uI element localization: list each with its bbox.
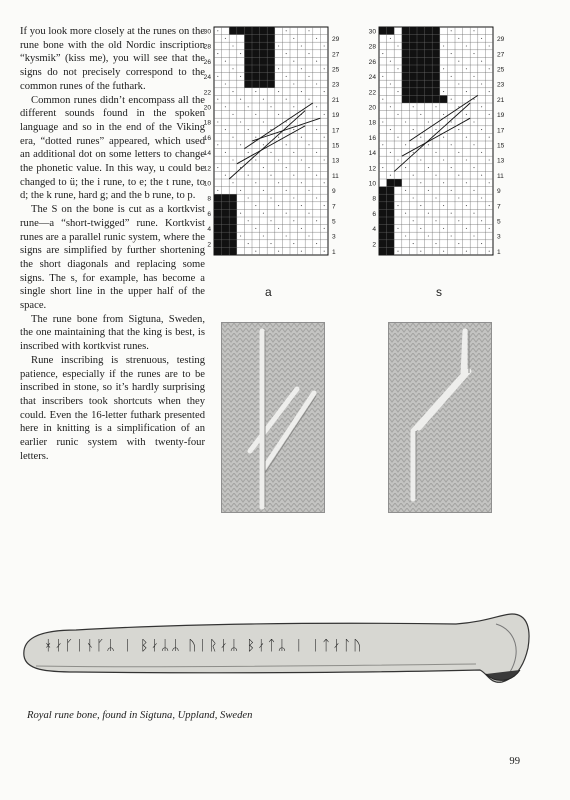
chart-s-row-number-right: 13 bbox=[497, 157, 505, 165]
chart-a-row-number-right: 27 bbox=[332, 51, 340, 59]
chart-s-row-number-left: 10 bbox=[368, 180, 376, 188]
chart-a-row-number-left: 10 bbox=[203, 180, 211, 188]
body-paragraph-4: The rune bone from Sigtuna, Sweden, the one maintaining that the king is best, is inscribed with kortkvist runes. bbox=[20, 313, 205, 353]
body-paragraph-2: Common runes didn’t encompass all the different sounds found in the spoken language and so in the end of the Viking era, “dotted runes” appeared, which used an additional dot on some letters to change the phonetic value. In this way, u could be changed to ü; the i rune, to e; the t rune, to d; the k rune, hard g; and the b rune, to p. bbox=[20, 94, 205, 202]
chart-a-row-number-right: 15 bbox=[332, 142, 340, 150]
knitted-sample-a-photo bbox=[221, 322, 325, 513]
chart-s-row-number-left: 12 bbox=[368, 165, 376, 173]
chart-s-row-number-left: 8 bbox=[372, 195, 376, 203]
chart-a-row-number-right: 29 bbox=[332, 36, 340, 44]
chart-s-row-number-right: 7 bbox=[497, 203, 501, 211]
chart-a-row-number-right: 21 bbox=[332, 96, 340, 104]
chart-a-row-number-right: 1 bbox=[332, 248, 336, 256]
chart-a-row-number-left: 18 bbox=[203, 119, 211, 127]
chart-a-row-number-right: 13 bbox=[332, 157, 340, 165]
chart-a-row-number-left: 28 bbox=[203, 43, 211, 51]
body-paragraph-1: If you look more closely at the runes on the rune bone with the old Nordic inscription “kysmik” (kiss me), you will see that the signs do not precisely correspond to the common runes of the futhark. bbox=[20, 26, 205, 92]
chart-a-row-number-right: 3 bbox=[332, 233, 336, 241]
chart-a-row-number-right: 25 bbox=[332, 66, 340, 74]
chart-s-row-number-right: 21 bbox=[497, 96, 505, 104]
rune-inscription: ᚼᛅᚴᛁᚾᚴᛦ ᛁ ᛒᛅᛦᛦ ᚢᛁᚱᛅᛦ ᛒᛅᛏᛦ ᛁ ᛁᛏᛅᛚᚢ bbox=[44, 638, 364, 654]
chart-s-row-number-left: 2 bbox=[372, 241, 376, 249]
chart-s-row-number-left: 4 bbox=[372, 226, 376, 234]
chart-s-row-number-right: 9 bbox=[497, 188, 501, 196]
chart-a-row-number-left: 2 bbox=[207, 241, 211, 249]
chart-s-row-number-left: 30 bbox=[368, 28, 376, 36]
figure-caption: Royal rune bone, found in Sigtuna, Uppland, Sweden bbox=[27, 710, 253, 721]
chart-a-row-number-left: 22 bbox=[203, 89, 211, 97]
chart-s-row-number-left: 20 bbox=[368, 104, 376, 112]
rune-bone-illustration bbox=[16, 600, 536, 695]
chart-s-row-number-right: 27 bbox=[497, 51, 505, 59]
chart-s-row-number-left: 6 bbox=[372, 210, 376, 218]
rune-bone-image bbox=[16, 600, 536, 690]
chart-s-row-number-left: 26 bbox=[368, 58, 376, 66]
chart-a bbox=[196, 22, 346, 264]
chart-a-row-number-left: 30 bbox=[203, 28, 211, 36]
chart-s-row-number-right: 15 bbox=[497, 142, 505, 150]
chart-a-row-number-right: 11 bbox=[332, 172, 339, 180]
chart-a-row-number-right: 17 bbox=[332, 127, 340, 135]
chart-a-row-number-left: 24 bbox=[203, 74, 211, 82]
chart-s-row-number-right: 3 bbox=[497, 233, 501, 241]
chart-a-row-number-left: 8 bbox=[207, 195, 211, 203]
body-paragraph-3: The S on the bone is cut as a kortkvist rune—a “short-twigged” rune. Kortkvist runes are a parallel runic system, where the signs are simplified by further shortening the short diagonals and replacing some signs. The s, for example, has become a single short line in the upper half of the space. bbox=[20, 204, 205, 312]
chart-s-row-number-right: 19 bbox=[497, 112, 505, 120]
chart-a-row-number-left: 4 bbox=[207, 226, 211, 234]
chart-s-row-number-left: 18 bbox=[368, 119, 376, 127]
chart-s-row-number-right: 25 bbox=[497, 66, 505, 74]
knitted-rune-a-image bbox=[222, 323, 324, 512]
body-text-column bbox=[20, 25, 205, 464]
chart-s-row-number-left: 14 bbox=[368, 150, 376, 158]
chart-s-row-number-left: 28 bbox=[368, 43, 376, 51]
body-paragraph-5: Rune inscribing is strenuous, testing patience, especially if the runes are to be inscribed in stone, so it’s hardly surprising that inscribers took shortcuts when they could. Even the 16-letter futhark presented here in knitting is a simplification of an earlier runic system with twenty-four letters. bbox=[20, 354, 205, 462]
chart-s-row-number-right: 11 bbox=[497, 172, 504, 180]
chart-a-row-number-right: 5 bbox=[332, 218, 336, 226]
chart-s bbox=[361, 22, 511, 264]
knitted-sample-s-photo bbox=[388, 322, 492, 513]
chart-s-row-number-right: 17 bbox=[497, 127, 505, 135]
chart-s-row-number-left: 16 bbox=[368, 134, 376, 142]
chart-a-row-number-right: 19 bbox=[332, 112, 340, 120]
chart-s-row-number-right: 5 bbox=[497, 218, 501, 226]
chart-a-row-number-left: 6 bbox=[207, 210, 211, 218]
page-number: 99 bbox=[509, 756, 520, 767]
chart-a-row-number-right: 23 bbox=[332, 81, 340, 89]
chart-a-row-number-left: 20 bbox=[203, 104, 211, 112]
chart-a-grid bbox=[196, 22, 346, 264]
chart-a-block-3 bbox=[229, 27, 252, 35]
chart-a-row-number-left: 12 bbox=[203, 165, 211, 173]
chart-a-row-number-left: 16 bbox=[203, 134, 211, 142]
chart-a-row-number-left: 14 bbox=[203, 150, 211, 158]
chart-s-label: s bbox=[436, 285, 442, 299]
chart-s-row-number-right: 1 bbox=[497, 248, 501, 256]
knitted-rune-s-image bbox=[389, 323, 491, 512]
chart-s-row-number-left: 22 bbox=[368, 89, 376, 97]
chart-s-grid bbox=[361, 22, 511, 264]
chart-s-row-number-right: 23 bbox=[497, 81, 505, 89]
chart-a-row-number-right: 7 bbox=[332, 203, 336, 211]
chart-a-row-number-left: 26 bbox=[203, 58, 211, 66]
chart-a-label: a bbox=[265, 285, 272, 299]
chart-a-row-number-right: 9 bbox=[332, 188, 336, 196]
chart-s-row-number-right: 29 bbox=[497, 36, 505, 44]
chart-s-row-number-left: 24 bbox=[368, 74, 376, 82]
